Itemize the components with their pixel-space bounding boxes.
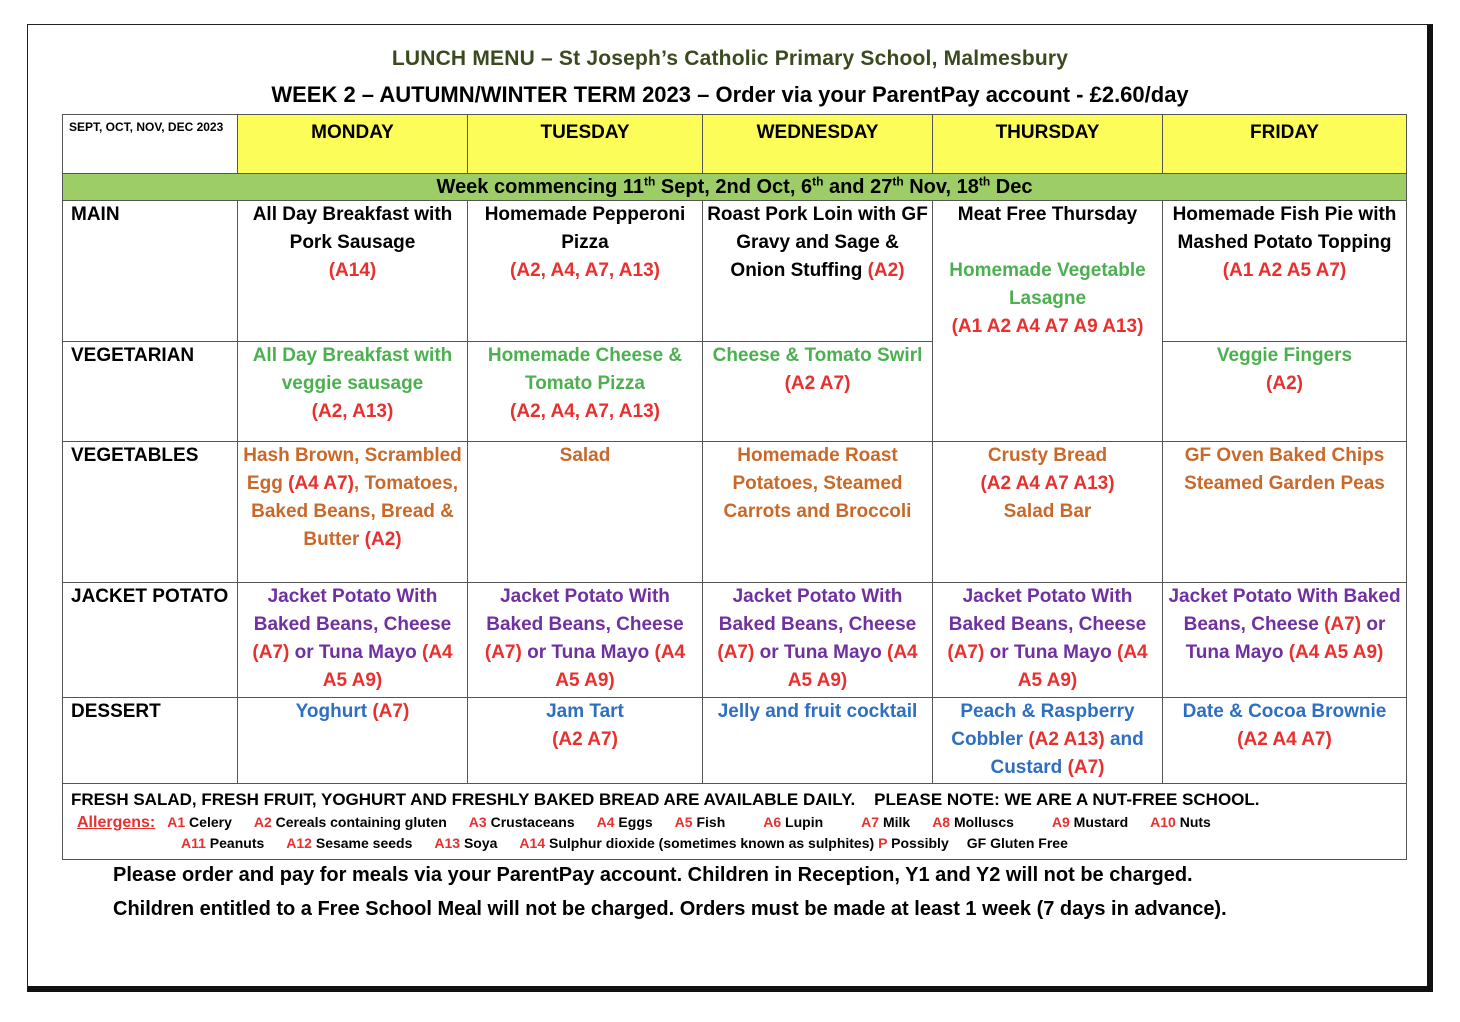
allergen-name: Mustard <box>1069 814 1129 830</box>
main-row <box>63 201 1407 342</box>
sides-monday: Hash Brown, Scrambled Egg (A4 A7), Tomatoes, Baked Beans, Bread & Butter (A2) <box>238 442 468 583</box>
day-friday: FRIDAY <box>1163 115 1407 174</box>
allergen-name: Eggs <box>614 814 653 830</box>
dessert-thursday: Peach & Raspberry Cobbler (A2 A13) and Custard (A7) <box>933 698 1163 784</box>
allergen-a12 <box>286 833 412 853</box>
veg-wednesday: Cheese & Tomato Swirl (A2 A7) <box>703 342 933 442</box>
allergen-name: Sesame seeds <box>311 835 413 851</box>
dessert-friday: Date & Cocoa Brownie (A2 A4 A7) <box>1163 698 1407 784</box>
allergen-a9 <box>1052 812 1128 832</box>
allergen-code: A6 <box>763 814 782 830</box>
notice-cell <box>63 784 1407 860</box>
allergen-code: A11 <box>181 835 206 851</box>
allergen-name: Peanuts <box>205 835 265 851</box>
allergen-p <box>878 833 949 853</box>
allergen-a7 <box>861 812 910 832</box>
allergens-label: Allergens: <box>77 814 156 831</box>
row-label-main: MAIN <box>63 201 238 342</box>
dessert-tuesday: Jam Tart (A2 A7) <box>468 698 703 784</box>
allergen-code: A5 <box>674 814 693 830</box>
jacket-wednesday: Jacket Potato With Baked Beans, Cheese (A7) or Tuna Mayo (A4 A5 A9) <box>703 583 933 698</box>
allergen-a13 <box>434 833 497 853</box>
day-monday: MONDAY <box>238 115 468 174</box>
jacket-tuesday: Jacket Potato With Baked Beans, Cheese (A7) or Tuna Mayo (A4 A5 A9) <box>468 583 703 698</box>
main-thursday: Meat Free Thursday Homemade Vegetable Lasagne (A1 A2 A4 A7 A9 A13) <box>933 201 1163 442</box>
row-label-vegetables: VEGETABLES <box>63 442 238 583</box>
allergen-a3 <box>469 812 575 832</box>
order-instructions-2: Children entitled to a Free School Meal will not be charged. Orders must be made at least 1 week (7 days in advance). <box>113 898 1227 920</box>
row-label-jacket: JACKET POTATO <box>63 583 238 698</box>
allergen-name: Milk <box>879 814 911 830</box>
day-wednesday: WEDNESDAY <box>703 115 933 174</box>
dessert-row <box>63 698 1407 784</box>
allergen-name: Soya <box>460 835 498 851</box>
jacket-row <box>63 583 1407 698</box>
allergen-code: A3 <box>468 814 487 830</box>
allergen-code: A4 <box>596 814 615 830</box>
vegetables-row <box>63 442 1407 583</box>
daily-notice: FRESH SALAD, FRESH FRUIT, YOGHURT AND FRESHLY BAKED BREAD ARE AVAILABLE DAILY. PLEASE NOTE: WE ARE A NUT-FREE SCHOOL. <box>71 790 1260 809</box>
allergen-code: A13 <box>434 835 461 851</box>
row-label-dessert: DESSERT <box>63 698 238 784</box>
allergen-a8 <box>932 812 1014 832</box>
veg-monday: All Day Breakfast with veggie sausage (A2, A13) <box>238 342 468 442</box>
allergen-code: P <box>878 835 888 851</box>
jacket-thursday: Jacket Potato With Baked Beans, Cheese (A7) or Tuna Mayo (A4 A5 A9) <box>933 583 1163 698</box>
allergen-name: Sulphur dioxide (sometimes known as sulphites) <box>545 835 875 851</box>
vegetarian-row <box>63 342 1407 442</box>
allergen-name: Crustaceans <box>486 814 575 830</box>
allergen-code: A7 <box>861 814 880 830</box>
week-commencing: Week commencing 11th Sept, 2nd Oct, 6th and 27th Nov, 18th Dec <box>63 174 1407 201</box>
allergen-name: Celery <box>185 814 232 830</box>
allergen-name: Lupin <box>781 814 824 830</box>
day-tuesday: TUESDAY <box>468 115 703 174</box>
allergen-a4 <box>597 812 653 832</box>
allergen-name: Cereals containing gluten <box>271 814 447 830</box>
day-thursday: THURSDAY <box>933 115 1163 174</box>
sides-wednesday: Homemade Roast Potatoes, Steamed Carrots and Broccoli <box>703 442 933 583</box>
menu-subtitle: WEEK 2 – AUTUMN/WINTER TERM 2023 – Order via your ParentPay account - £2.60/day <box>271 82 1189 107</box>
allergen-a6 <box>763 812 823 832</box>
allergen-code: A2 <box>253 814 272 830</box>
main-wednesday: Roast Pork Loin with GF Gravy and Sage & Onion Stuffing (A2) <box>703 201 933 342</box>
allergen-a14 <box>519 833 874 853</box>
allergen-a2 <box>254 812 447 832</box>
main-friday: Homemade Fish Pie with Mashed Potato Topping (A1 A2 A5 A7) <box>1163 201 1407 342</box>
day-header-row <box>63 115 1407 174</box>
main-tuesday: Homemade Pepperoni Pizza (A2, A4, A7, A13) <box>468 201 703 342</box>
dessert-monday: Yoghurt (A7) <box>238 698 468 784</box>
allergen-code: A9 <box>1051 814 1070 830</box>
sides-tuesday: Salad <box>468 442 703 583</box>
week-commencing-row <box>63 174 1407 201</box>
allergen-a1 <box>167 812 232 832</box>
sides-thursday: Crusty Bread (A2 A4 A7 A13) Salad Bar <box>933 442 1163 583</box>
sides-friday: GF Oven Baked Chips Steamed Garden Peas <box>1163 442 1407 583</box>
allergen-a11 <box>181 833 264 853</box>
allergen-code: GF <box>966 835 987 851</box>
allergen-key-row2 <box>71 833 1398 853</box>
menu-title: LUNCH MENU – St Joseph’s Catholic Primary School, Malmesbury <box>391 47 1069 70</box>
allergen-a10 <box>1150 812 1211 832</box>
jacket-friday: Jacket Potato With Baked Beans, Cheese (A7) or Tuna Mayo (A4 A5 A9) <box>1163 583 1407 698</box>
allergen-name: Molluscs <box>950 814 1014 830</box>
menu-table <box>62 114 1407 860</box>
allergen-name: Fish <box>692 814 726 830</box>
notice-row <box>63 784 1407 860</box>
main-monday: All Day Breakfast with Pork Sausage (A14) <box>238 201 468 342</box>
period-label: SEPT, OCT, NOV, DEC 2023 <box>63 115 238 174</box>
order-instructions-1: Please order and pay for meals via your ParentPay account. Children in Reception, Y1 and Y2 will not be charged. <box>113 864 1193 886</box>
allergen-code: A10 <box>1150 814 1176 830</box>
allergen-code: A14 <box>519 835 546 851</box>
allergen-name: Nuts <box>1175 814 1211 830</box>
allergen-a5 <box>675 812 726 832</box>
allergen-code: A1 <box>167 814 186 830</box>
allergen-key-row1 <box>71 812 1398 833</box>
allergen-gf <box>967 833 1068 853</box>
dessert-wednesday: Jelly and fruit cocktail <box>703 698 933 784</box>
veg-friday: Veggie Fingers (A2) <box>1163 342 1407 442</box>
veg-tuesday: Homemade Cheese & Tomato Pizza (A2, A4, A7, A13) <box>468 342 703 442</box>
jacket-monday: Jacket Potato With Baked Beans, Cheese (A7) or Tuna Mayo (A4 A5 A9) <box>238 583 468 698</box>
allergen-name: Gluten Free <box>986 835 1068 851</box>
row-label-vegetarian: VEGETARIAN <box>63 342 238 442</box>
allergen-code: A8 <box>932 814 951 830</box>
allergen-name: Possibly <box>887 835 949 851</box>
allergen-code: A12 <box>286 835 312 851</box>
